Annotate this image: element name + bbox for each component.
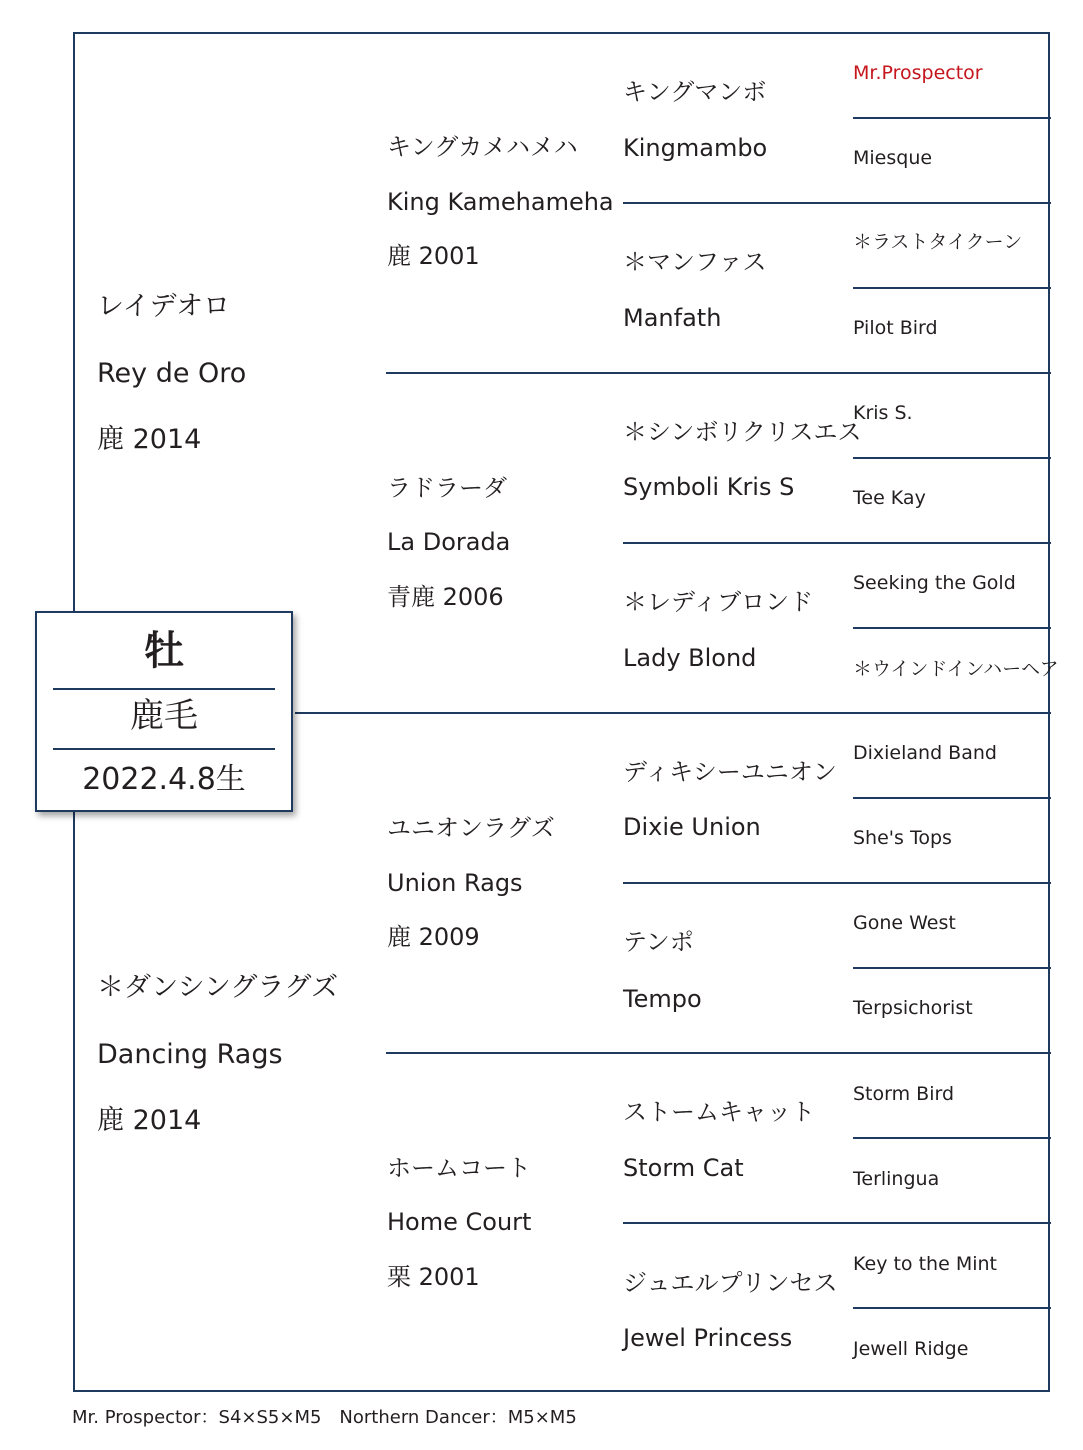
dam-info: 鹿 2014 [97, 1105, 202, 1136]
gen2-info: 栗 2001 [387, 1263, 480, 1291]
gen3-name-jp: ＊レディブロンド [623, 588, 814, 616]
divider-sire-dam [295, 712, 1051, 714]
gen3-name-jp: キングマンボ [623, 78, 767, 106]
gen4-name: Dixieland Band [853, 742, 997, 764]
divider-gen4-7 [853, 1137, 1051, 1139]
divider-gen2-a [386, 372, 1051, 374]
divider-gen4-6 [853, 967, 1051, 969]
gen4-name: Seeking the Gold [853, 572, 1016, 594]
sire-info: 鹿 2014 [97, 424, 202, 455]
gen4-name: Terpsichorist [853, 997, 973, 1019]
gen3-name-en: Kingmambo [623, 134, 768, 162]
gen2-name-en: La Dorada [387, 528, 511, 556]
gen4-name: Kris S. [853, 402, 913, 424]
gen4-name: Pilot Bird [853, 317, 938, 339]
horse-coat-color: 鹿毛 [130, 696, 198, 736]
gen4-name: Miesque [853, 147, 933, 169]
divider-gen4-3 [853, 457, 1051, 459]
inbreeding-note: Mr. Prospector：S4×S5×M5 Northern Dancer：M5×M5 [72, 1407, 577, 1428]
divider-gen3-b [623, 542, 1051, 544]
subject-horse-badge [35, 611, 293, 812]
divider-gen3-c [623, 882, 1051, 884]
sire-name-en: Rey de Oro [97, 358, 247, 389]
dam-name-jp: ＊ダンシングラグズ [97, 972, 339, 1003]
gen4-name: Jewell Ridge [853, 1338, 969, 1360]
gen2-name-en: Home Court [387, 1208, 532, 1236]
badge-divider [53, 748, 275, 750]
gen3-name-en: Storm Cat [623, 1154, 744, 1182]
gen3-name-jp: テンポ [623, 928, 694, 956]
horse-sex: 牡 [144, 628, 184, 674]
gen2-name-en: Union Rags [387, 869, 523, 897]
gen4-name: Tee Kay [853, 487, 926, 509]
gen2-name-jp: ラドラーダ [387, 474, 507, 502]
dam-name-en: Dancing Rags [97, 1039, 283, 1070]
gen3-name-en: Manfath [623, 304, 722, 332]
horse-birth-date: 2022.4.8生 [82, 762, 246, 797]
gen3-name-en: Tempo [623, 985, 702, 1013]
gen2-info: 鹿 2009 [387, 923, 480, 951]
gen4-name-highlighted: Mr.Prospector [853, 62, 983, 84]
divider-gen4-8 [853, 1307, 1051, 1309]
gen4-name: ＊ウインドインハーヘア [853, 658, 1059, 680]
divider-gen4-1 [853, 117, 1051, 119]
divider-gen3-d [623, 1222, 1051, 1224]
gen3-name-jp: ストームキャット [623, 1098, 815, 1126]
gen4-name: Gone West [853, 912, 956, 934]
gen4-name: Storm Bird [853, 1083, 955, 1105]
gen2-info: 青鹿 2006 [387, 583, 504, 611]
gen3-name-en: Symboli Kris S [623, 473, 795, 501]
gen3-name-jp: ＊シンボリクリスエス [623, 418, 862, 446]
gen2-name-jp: キングカメハメハ [387, 133, 578, 161]
gen3-name-en: Dixie Union [623, 813, 761, 841]
gen4-name: She's Tops [853, 827, 952, 849]
gen2-name-en: King Kamehameha [387, 188, 614, 216]
badge-divider [53, 688, 275, 690]
gen3-name-en: Jewel Princess [623, 1324, 793, 1352]
gen4-name: Terlingua [853, 1168, 940, 1190]
divider-gen4-2 [853, 287, 1051, 289]
divider-gen4-5 [853, 797, 1051, 799]
gen3-name-en: Lady Blond [623, 644, 757, 672]
divider-gen3-a [623, 202, 1051, 204]
gen3-name-jp: ＊マンファス [623, 248, 767, 276]
gen4-name: ＊ラストタイクーン [853, 231, 1023, 253]
divider-gen2-b [386, 1052, 1051, 1054]
gen2-name-jp: ホームコート [387, 1154, 531, 1182]
gen4-name: Key to the Mint [853, 1253, 997, 1275]
sire-name-jp: レイデオロ [97, 291, 231, 322]
gen2-info: 鹿 2001 [387, 242, 480, 270]
gen3-name-jp: ディキシーユニオン [623, 758, 837, 786]
gen2-name-jp: ユニオンラグズ [387, 814, 555, 842]
gen3-name-jp: ジュエルプリンセス [623, 1269, 838, 1297]
divider-gen4-4 [853, 627, 1051, 629]
